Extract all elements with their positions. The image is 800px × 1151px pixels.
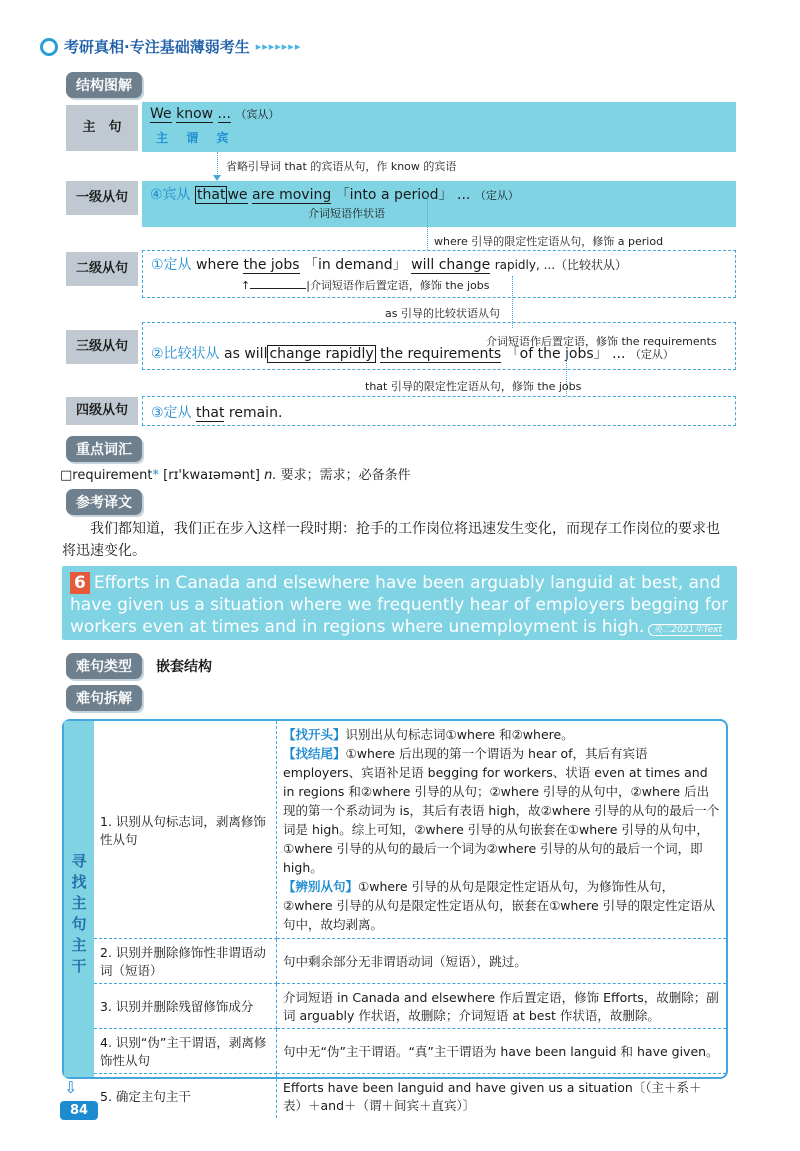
level1-prep: 「into a period」	[335, 187, 453, 203]
row-label-level4: 四级从句	[66, 397, 138, 425]
level3-verb: change rapidly	[269, 346, 374, 362]
note-in-demand-text: 介词短语作后置定语，修饰 the jobs	[309, 279, 490, 292]
main-note: （宾从）	[235, 108, 280, 121]
table-row	[94, 721, 726, 939]
level3-dots: ...	[612, 346, 626, 362]
vocab-pos: n.	[264, 468, 277, 483]
sentence-number: 6	[70, 572, 90, 594]
level3-box	[142, 322, 736, 370]
note-in-demand: ↑ |介词短语作后置定语，修饰 the jobs	[241, 279, 490, 292]
level2-box	[142, 250, 736, 298]
level4-num: ③定从	[151, 405, 192, 421]
step-label: 2. 识别并删除修饰性非谓语动词（短语）	[94, 939, 277, 984]
level1-dots: ...	[457, 187, 471, 203]
main-we: We	[150, 106, 172, 122]
translation-text	[62, 518, 742, 562]
arrows-icon: ▸▸▸▸▸▸▸	[255, 40, 302, 53]
level2-num: ①定从	[151, 257, 192, 273]
step1-tag2: 【找结尾】	[283, 746, 346, 761]
level3-as-will: as will	[224, 346, 268, 362]
level2-prep: 「in demand」	[303, 257, 407, 273]
step1-text1: 识别出从句标志词①where 和②where。	[345, 727, 574, 742]
note-that-omitted: 省略引导词 that 的宾语从句，作 know 的宾语	[226, 160, 457, 173]
main-dots: ...	[217, 106, 231, 122]
analysis-table	[94, 721, 726, 1118]
role-subject: 主	[156, 131, 169, 145]
brand-header	[40, 36, 301, 57]
tag-breakdown: 难句拆解	[66, 685, 142, 711]
level2-where: where	[196, 257, 240, 273]
step-detail: 句中剩余部分无非谓语动词（短语），跳过。	[277, 939, 727, 984]
step1-tag3: 【辨别从句】	[283, 879, 359, 894]
level4-that: that	[196, 405, 225, 421]
row-label-level1: 一级从句	[66, 181, 138, 215]
translation-line2: 将迅速变化。	[62, 543, 146, 559]
level1-that: that	[197, 187, 226, 203]
checkbox-icon: □	[60, 468, 73, 483]
note-where-clause: where 引导的限定性定语从句，修饰 a period	[434, 235, 664, 248]
table-row	[94, 1029, 726, 1074]
step-detail: Efforts have been languid and have given us a situation〔（主＋系＋表）＋and＋（谓＋间宾＋直宾）〕	[283, 1080, 702, 1113]
page-number: 84	[60, 1101, 98, 1120]
row-label-level2: 二级从句	[66, 252, 138, 286]
note-into-period: 介词短语作状语	[308, 207, 385, 220]
connector-l1-l2	[427, 194, 428, 250]
tag-vocab: 重点词汇	[66, 436, 142, 462]
brand-title: 考研真相·专注基础薄弱考生	[64, 38, 250, 56]
main-know: know	[176, 106, 214, 122]
level2-verb: will change	[411, 257, 491, 273]
step-label: 3. 识别并删除残留修饰成分	[94, 984, 277, 1029]
level2-rest: rapidly, ...（比较状从）	[494, 258, 628, 272]
step-detail: 介词短语 in Canada and elsewhere 作后置定语，修饰 Efforts，故删除；副词 arguably 作状语，故删除；介词短语 at best 作状语，故删除。	[277, 984, 727, 1029]
level2-subject: the jobs	[243, 257, 300, 273]
step-label: 5. 确定主句主干	[94, 1074, 277, 1119]
role-predicate: 谓	[186, 131, 199, 145]
search-logo-icon	[40, 38, 58, 56]
table-row	[94, 1074, 726, 1119]
level3-line	[151, 343, 674, 363]
connector-main-l1	[217, 152, 218, 176]
connector-l2-l3	[512, 276, 513, 328]
vocab-word: requirement	[72, 468, 153, 483]
step1-part1	[283, 725, 720, 744]
vocab-entry	[60, 464, 411, 483]
main-clause-line	[150, 106, 279, 122]
sentence-text: Efforts in Canada and elsewhere have been arguably languid at best, and have given us a situation where we frequently hear of employers begging for workers even at times and in regions where unemployment is high.	[70, 573, 729, 637]
step-detail: 句中无“伪”主干谓语。“真”主干谓语为 have been languid 和 have given。	[277, 1029, 727, 1074]
tag-sentence-type: 难句类型	[66, 653, 142, 679]
star-icon: *	[152, 468, 160, 483]
step1-text3: ①where 引导的从句是限定性定语从句，为修饰性从句，②where 引导的从句是限定性定语从句，嵌套在①where 引导的限定性定语从句中，故均剥离。	[283, 879, 716, 932]
step-label: 4. 识别“伪”主干谓语，剥离修饰性从句	[94, 1029, 277, 1074]
level4-line	[151, 402, 282, 422]
level1-we: we	[227, 187, 248, 203]
sentence-type-value: 嵌套结构	[156, 659, 212, 675]
step1-text2: ①where 后出现的第一个谓语为 hear of，其后有宾语 employers、宾语补足语 begging for workers、状语 even at times and in regions 和②where 引导的从句；②where 引导的从句中，②where 后出现的第一个系动词为 is，其后有表语 high，故②where 引导的从句的最后一个词是 high。综上可知，②where 引导的从句嵌套在①where 引导的从句中，①where 引导的从句的最后一个词为②where 引导的从句的最后一个词，即 high。	[283, 746, 720, 875]
tag-structure: 结构图解	[66, 72, 142, 98]
level1-verb: are moving	[251, 187, 332, 203]
level1-note: （定从）	[474, 189, 519, 202]
row-label-level3: 三级从句	[66, 330, 138, 364]
level3-note: （定从）	[629, 348, 674, 361]
level3-num: ②比较状从	[151, 346, 220, 362]
main-clause-roles	[156, 129, 228, 146]
note-as-clause: as 引导的比较状语从句	[385, 307, 500, 320]
down-arrow-icon: ⇩	[64, 1078, 78, 1097]
step1-tag1: 【找开头】	[283, 727, 346, 742]
level1-line	[150, 184, 519, 204]
main-clause-box	[142, 102, 736, 152]
table-row	[94, 984, 726, 1029]
level3-subject: the requirements	[380, 346, 502, 362]
vocab-meaning: 要求；需求；必备条件	[280, 468, 411, 483]
analysis-side-label: 寻找主句主干	[71, 852, 87, 975]
level1-num: ④宾从	[150, 187, 191, 203]
sentence-source: 英二2021年Text	[70, 624, 722, 661]
step-detail	[277, 721, 727, 939]
level4-remain: remain.	[228, 405, 283, 421]
table-row	[94, 939, 726, 984]
translation-line1: 我们都知道，我们正在步入这样一段时期：抢手的工作岗位将迅速发生变化，而现存工作岗位的要求也	[90, 521, 720, 537]
step1-part2	[283, 744, 720, 877]
vocab-phonetic: [rɪ'kwaɪəmənt]	[163, 468, 261, 483]
level4-box	[142, 396, 736, 426]
analysis-side-bar	[64, 721, 94, 1077]
row-label-main: 主 句	[66, 105, 138, 151]
step1-part3	[283, 877, 720, 934]
sentence-box	[62, 566, 737, 640]
note-of-jobs: 介词短语作后置定语，修饰 the requirements	[486, 335, 717, 348]
note-that-clause: that 引导的限定性定语从句，修饰 the jobs	[365, 380, 582, 393]
step-label: 1. 识别从句标志词，剥离修饰性从句	[94, 721, 277, 939]
level2-line	[151, 254, 627, 274]
level1-box	[142, 181, 736, 227]
role-object: 宾	[216, 131, 229, 145]
tag-translation: 参考译文	[66, 489, 142, 515]
level3-prep: 「of the jobs」	[505, 346, 608, 362]
